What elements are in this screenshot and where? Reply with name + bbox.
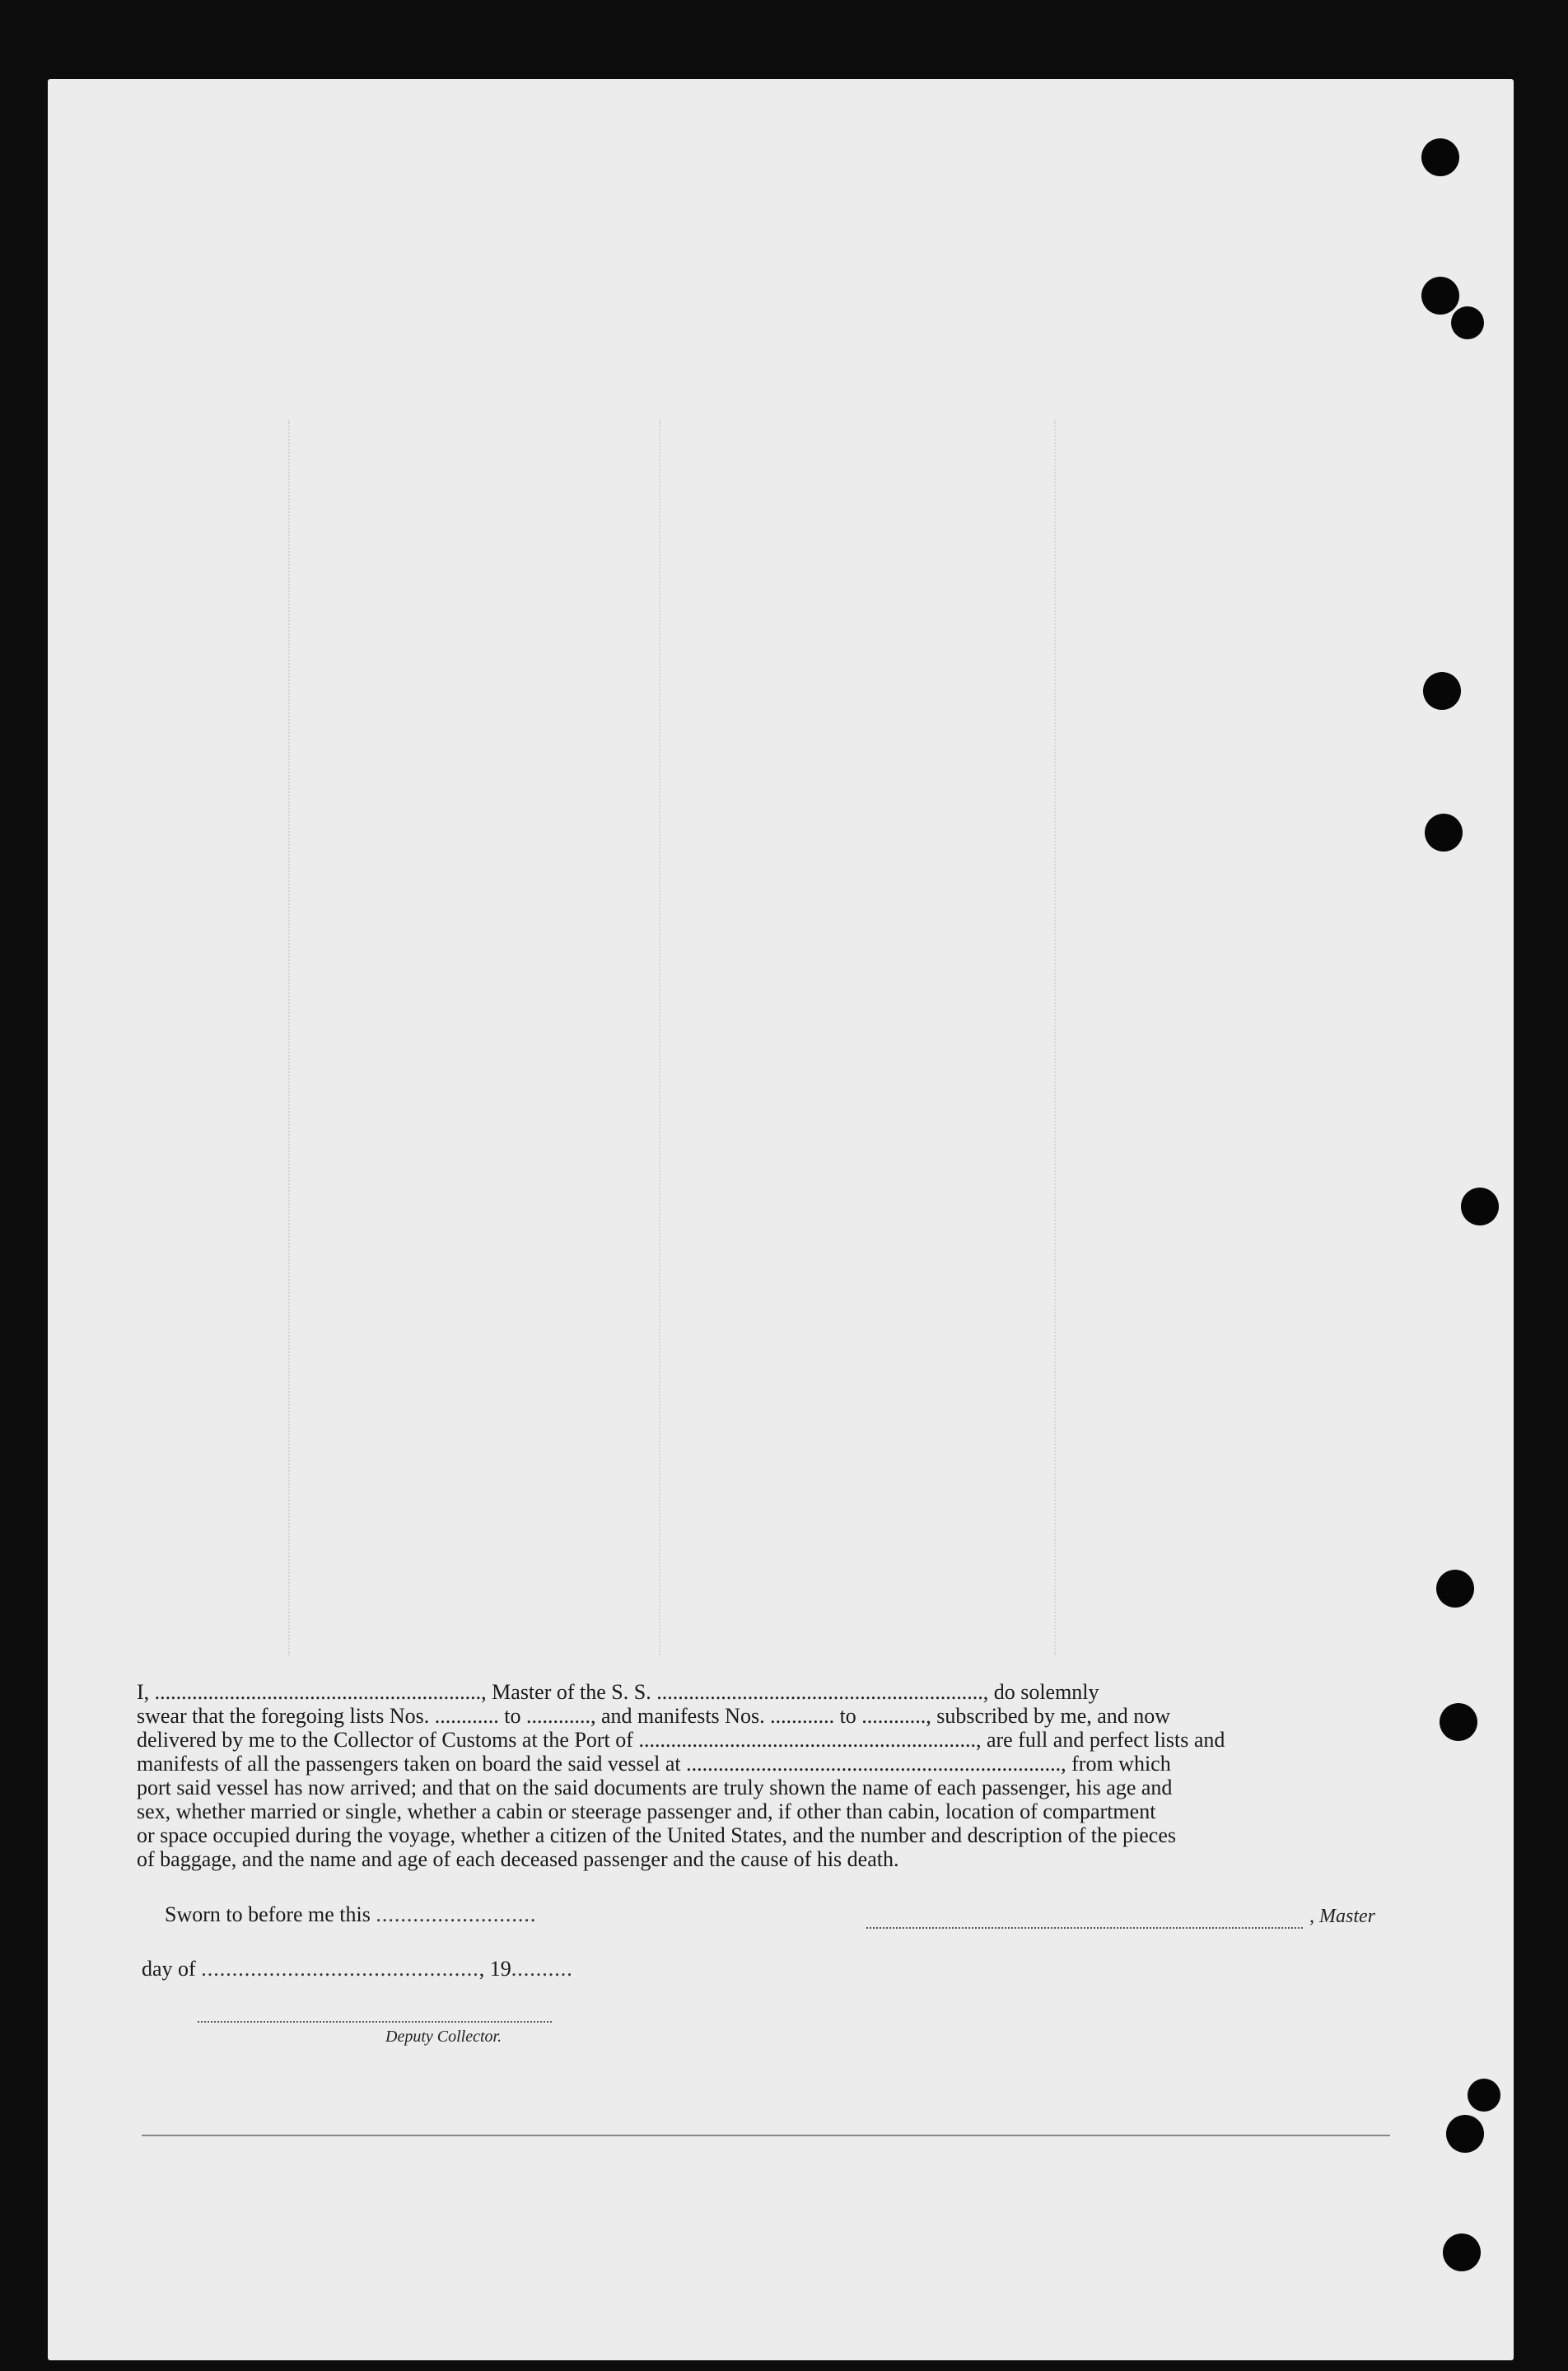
year-blank: .......... bbox=[511, 1957, 573, 1981]
punch-hole bbox=[1446, 2115, 1484, 2153]
bleed-through-column-left bbox=[288, 420, 356, 1655]
deputy-signature-line bbox=[198, 2021, 552, 2023]
bleed-through-column-mid bbox=[659, 420, 726, 1655]
manifest-page bbox=[48, 79, 1514, 2360]
bleed-through-column-right bbox=[1054, 420, 1220, 1655]
punch-hole bbox=[1425, 814, 1463, 852]
punch-hole bbox=[1451, 306, 1484, 339]
year-label: , 19 bbox=[478, 1957, 511, 1981]
oath-line: or space occupied during the voyage, whether a citizen of the United States, and the number and description of the pieces bbox=[137, 1823, 1177, 1847]
master-signature-line bbox=[866, 1927, 1303, 1929]
sworn-label: Sworn to before me this bbox=[165, 1902, 371, 1926]
punch-hole bbox=[1468, 2079, 1500, 2112]
oath-line: of baggage, and the name and age of each deceased passenger and the cause of his death. bbox=[137, 1847, 899, 1871]
punch-hole bbox=[1421, 138, 1459, 176]
punch-hole bbox=[1436, 1570, 1474, 1608]
day-label: day of bbox=[142, 1957, 196, 1981]
sworn-before-line bbox=[165, 1902, 536, 1927]
punch-hole bbox=[1443, 2233, 1481, 2271]
oath-line: sex, whether married or single, whether a cabin or steerage passenger and, if other than cabin, location of compartment bbox=[137, 1799, 1156, 1823]
bottom-rule bbox=[142, 2135, 1390, 2136]
oath-line: I, ............................................................., Master of the S. S. ............................................................., do solemnly bbox=[137, 1680, 1099, 1704]
sworn-blank: .......................... bbox=[376, 1902, 537, 1926]
punch-hole bbox=[1461, 1188, 1499, 1225]
oath-line: manifests of all the passengers taken on board the said vessel at ......................................................................, from which bbox=[137, 1752, 1171, 1776]
day-of-line bbox=[142, 1957, 573, 1981]
punch-hole bbox=[1440, 1703, 1477, 1741]
deputy-collector-label: Deputy Collector. bbox=[385, 2028, 502, 2046]
master-label: , Master bbox=[1309, 1906, 1375, 1927]
oath-line: swear that the foregoing lists Nos. ............ to ............, and manifests Nos. ............ to ............, subscribed by me, and now bbox=[137, 1704, 1171, 1728]
punch-hole bbox=[1423, 672, 1461, 710]
oath-line: port said vessel has now arrived; and that on the said documents are truly shown the name of each passenger, his age and bbox=[137, 1776, 1173, 1799]
masters-oath bbox=[137, 1680, 1388, 1871]
oath-line: delivered by me to the Collector of Customs at the Port of ..............................................................., are full and perfect lists and bbox=[137, 1728, 1225, 1752]
punch-hole bbox=[1421, 277, 1459, 315]
day-blank: ............................................. bbox=[201, 1957, 479, 1981]
